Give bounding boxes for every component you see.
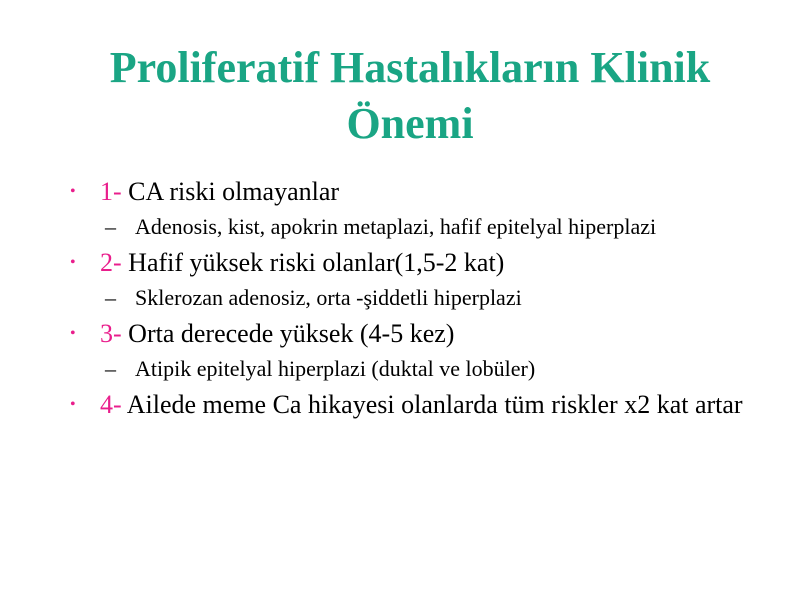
- bullet-number: 4-: [100, 390, 122, 419]
- bullet-number: 2-: [100, 248, 122, 277]
- bullet-item-2: [70, 247, 750, 279]
- bullet-item-1: [70, 176, 750, 208]
- bullet-item-4: [70, 389, 750, 421]
- sub-item-1: [105, 212, 750, 241]
- bullet-text: Ailede meme Ca hikayesi olanlarda tüm riskler x2 kat artar: [126, 390, 743, 419]
- bullet-text: Orta derecede yüksek (4-5 kez): [128, 319, 455, 348]
- dash-icon: –: [105, 356, 116, 381]
- sub-item-text: Sklerozan adenosiz, orta -şiddetli hiperplazi: [135, 285, 522, 310]
- sub-item-text: Atipik epitelyal hiperplazi (duktal ve lobüler): [135, 356, 536, 381]
- sub-item-3: [105, 354, 750, 383]
- bullet-list: [70, 176, 750, 429]
- bullet-item-3: [70, 318, 750, 350]
- sub-item-2: [105, 283, 750, 312]
- slide-title-line-1: Proliferatif Hastalıkların Klinik: [109, 43, 711, 92]
- slide-title-line-2: Önemi: [346, 99, 474, 148]
- bullet-icon: •: [70, 325, 76, 342]
- sub-item-text: Adenosis, kist, apokrin metaplazi, hafif epitelyal hiperplazi: [135, 214, 657, 239]
- bullet-number: 1-: [100, 177, 122, 206]
- dash-icon: –: [105, 214, 116, 239]
- bullet-icon: •: [70, 254, 76, 271]
- bullet-icon: •: [70, 183, 76, 200]
- bullet-number: 3-: [100, 319, 122, 348]
- bullet-text: Hafif yüksek riski olanlar(1,5-2 kat): [128, 248, 505, 277]
- bullet-icon: •: [70, 396, 76, 413]
- slide-title: [40, 40, 780, 152]
- dash-icon: –: [105, 285, 116, 310]
- bullet-text: CA riski olmayanlar: [128, 177, 340, 206]
